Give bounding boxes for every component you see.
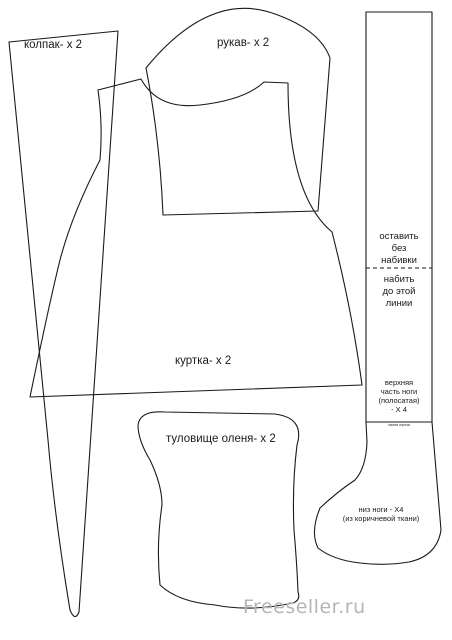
jacket-label: куртка- х 2	[175, 355, 232, 367]
body-label: туловище оленя- х 2	[166, 433, 276, 445]
jacket-outline	[30, 79, 362, 397]
unstuffed-label: оставить без набивки	[379, 231, 419, 266]
hat-outline	[9, 31, 118, 617]
sleeve-label: рукав- х 2	[217, 37, 270, 49]
stuff-line-label: набить до этой линии	[382, 274, 416, 309]
lower-leg-label: низ ноги - Х4 (из коричневой ткани)	[342, 505, 420, 523]
cut-line-label: линия отреза	[388, 423, 410, 427]
hat-label: колпак- х 2	[24, 39, 83, 51]
watermark: Freeseller.ru	[243, 596, 366, 618]
upper-leg-label: верхняя часть ноги (полосатая) - Х 4	[378, 378, 420, 414]
